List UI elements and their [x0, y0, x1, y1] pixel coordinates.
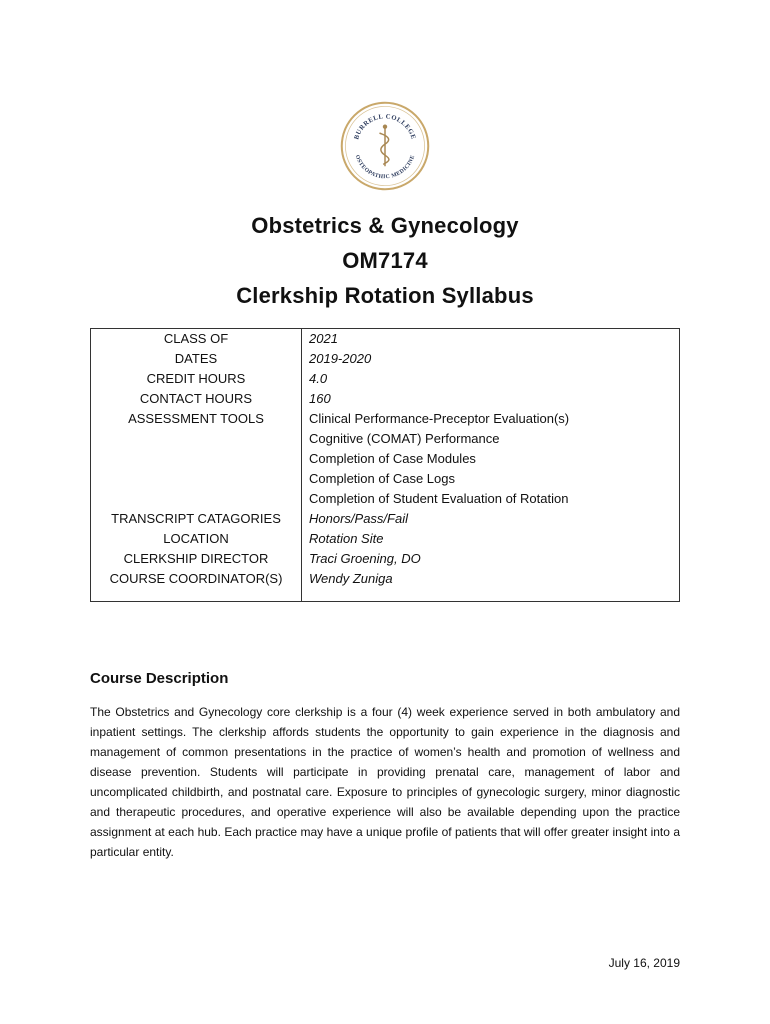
class-of-label: CLASS OF: [91, 329, 302, 350]
location-value: Rotation Site: [302, 529, 680, 549]
syllabus-info-table: [90, 328, 680, 602]
dates-value: 2019-2020: [302, 349, 680, 369]
assessment-tool-item: Cognitive (COMAT) Performance: [309, 431, 500, 446]
table-row: [91, 329, 680, 350]
contact-hours-label: CONTACT HOURS: [91, 389, 302, 409]
table-row: [91, 529, 680, 549]
table-row: [91, 369, 680, 389]
document-title: [0, 208, 770, 313]
assessment-tool-item: Clinical Performance-Preceptor Evaluation(s): [309, 411, 570, 426]
transcript-categories-value: Honors/Pass/Fail: [302, 509, 680, 529]
assessment-tool-item: Completion of Student Evaluation of Rotation: [309, 491, 569, 506]
credit-hours-label: CREDIT HOURS: [91, 369, 302, 389]
location-label: LOCATION: [91, 529, 302, 549]
table-row: [91, 569, 680, 602]
transcript-categories-label: TRANSCRIPT CATAGORIES: [91, 509, 302, 529]
course-description-body: The Obstetrics and Gynecology core clerkship is a four (4) week experience served in both ambulatory and inpatient settings. The clerkship affords students the opportunity to gain experience in the diagnosis and management of common presentations in the practice of women’s health and promotion of wellness and disease prevention. Students will participate in providing prenatal care, management of labor and uncomplicated childbirth, and postnatal care. Exposure to principles of gynecologic surgery, minor diagnostic and therapeutic procedures, and operative experience will also be available depending upon the practice assignment at each hub. Each practice may have a unique profile of patients that will offer greater insight into a particular entity.: [90, 705, 680, 859]
clerkship-director-label: CLERKSHIP DIRECTOR: [91, 549, 302, 569]
table-row: [91, 509, 680, 529]
title-course-name: Obstetrics & Gynecology: [251, 213, 519, 238]
table-row: [91, 389, 680, 409]
dates-label: DATES: [91, 349, 302, 369]
college-seal-logo: [339, 100, 431, 192]
course-description-heading: Course Description: [90, 670, 229, 687]
course-coordinator-label: COURSE COORDINATOR(S): [91, 569, 302, 602]
contact-hours-value: 160: [302, 389, 680, 409]
svg-text:BURRELL COLLEGE: BURRELL COLLEGE: [353, 113, 417, 141]
title-syllabus: Clerkship Rotation Syllabus: [236, 283, 534, 308]
assessment-tool-item: Completion of Case Modules: [309, 451, 476, 466]
document-date: July 16, 2019: [608, 956, 680, 970]
assessment-tools-list: [302, 409, 680, 509]
title-course-code: OM7174: [342, 248, 428, 273]
caduceus-icon: [379, 125, 388, 166]
clerkship-director-value: Traci Groening, DO: [302, 549, 680, 569]
class-of-value: 2021: [302, 329, 680, 350]
assessment-tool-item: Completion of Case Logs: [309, 471, 455, 486]
table-row: [91, 549, 680, 569]
course-coordinator-value: Wendy Zuniga: [302, 569, 680, 602]
svg-text:OSTEOPATHIC MEDICINE: OSTEOPATHIC MEDICINE: [353, 154, 417, 181]
assessment-tools-label: ASSESSMENT TOOLS: [91, 409, 302, 509]
credit-hours-value: 4.0: [302, 369, 680, 389]
table-row: [91, 349, 680, 369]
table-row: [91, 409, 680, 509]
